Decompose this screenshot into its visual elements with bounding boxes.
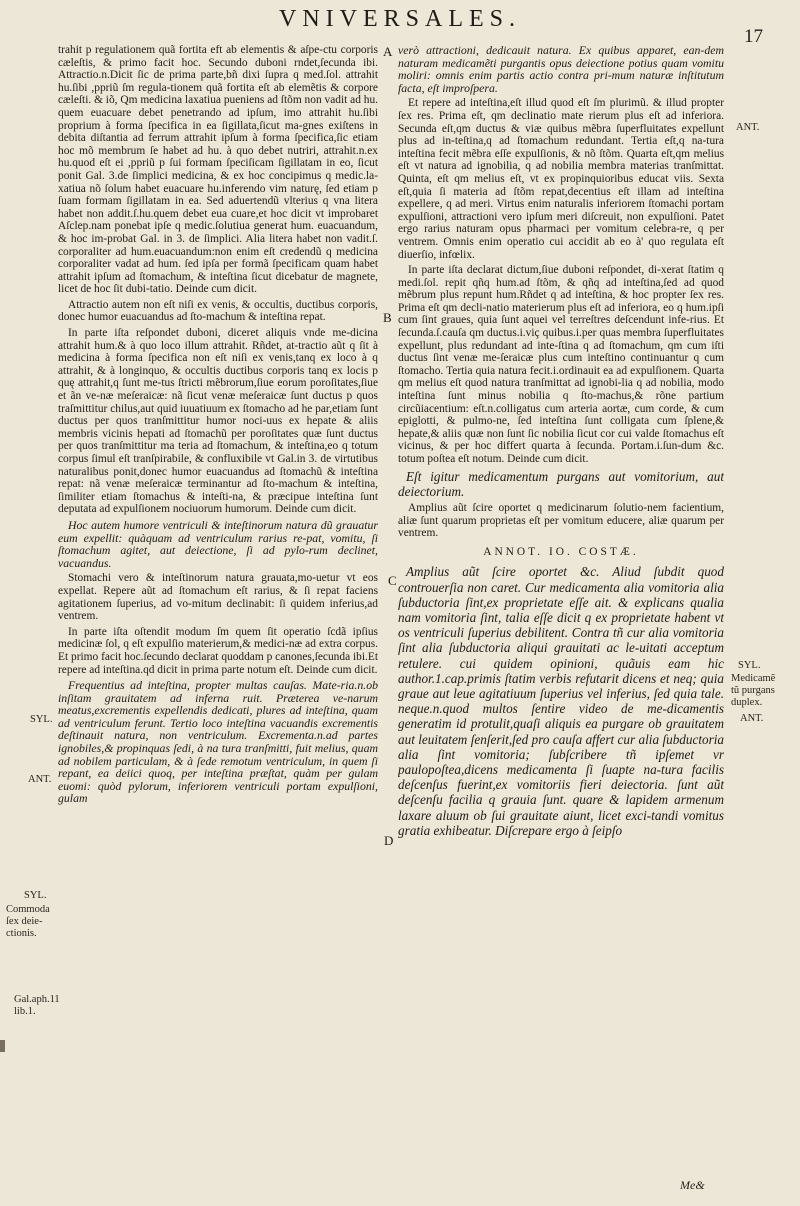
margin-note-ant-2: ANT. [740,713,764,724]
right-paragraph-1: verò attractioni, dedicauit natura. Ex quibus apparet, ean-dem naturam medicamẽti purgantis opus deiectione potius quam vomitu moliri: omnis enim partis actio contra pri-mum naturæ inſtitutum facta, eſt improſpera. [398,44,724,95]
right-paragraph-3: In parte iſta declarat dictum,ſiue duboni reſpondet, di-xerat ſtatim q medi.ſol. repit qñq hum.ad ſtõm, & qñq ad inteſtina,ſed ad quod mẽbrum plus repunt hum.Rñdet q ad inteſtina, & hoc propter ſex res. Prima eſt qm decli-natio materierum plus eſt ad inferiora, eo q hum.ipſi cum ſint graues, quia ſunt aquei vel terreſtres deſcendunt infe-rius. Et ſecunda.ſ.cauſa qm ductus.i.viç quibus.i.per quas membra ſuperfluitates expellunt, plus redundant ad inte-ſtina q ad ſtomachum, qm cum iſti ductus ſint venæ me-ſeraicæ plus cum inteſtino continuantur q cum ſtomacho. Tertia quia natura fecit.i.ordinauit ea ad expulſionem. Quarta qm melius eſt quod natura tranſmittat ad ignobi-lia q ad nobilia, modo inteſtina ſunt minus nobilia q ſto-machus,& rõne partium circũiacentium: eſt.n.colligatus cum arteria aortæ, cum corde, & cum epiglotti, & pulmo-ne, ſed inteſtina ſunt colligata cum ſplene,& hepate,& aliis quæ non ſunt ſic nobilia ſicut cor cui valde ſtomachus eſt vicinus, & per hoc differt quarta à ſecunda. Portam.i.ſun-dum &c. totum poſtea eſt notum. Deinde cum dicit. [398,264,724,465]
right-paragraph-2: Et repere ad inteſtina,eſt illud quod eſt ſm plurimũ. & illud propter ſex res. Prima eſt, qm declinatio mate rierum plus eſt ad inferiora. Secunda eſt,qm ductus & viæ quibus mẽbra ſuperfluitates expellunt plus ad in-teſtina,q ad ſtomachum redundant. Tertia eſt,q na-tura inteſtina fecit mẽbra eſſe expulſionis, & nõ ſtõm. Quarta eſt,qm melius eſt vt natura ad ignobilia, q ad nobilia membra materias tranſmittat. Quinta, eſt qm melius eſt, vt ex propinquioribus educat viis. Sexta eſt,quia ſi materia ad ſtõm repat,decentius eſt illam ad inteſtina expellere, q ad meri. Virtus enim naturalis inferiorem ſtomachi portam expulſioni, attractioni vero ipſum meri diſcreuit, non expulſioni. Patet ergo rarius naturam opus pharmaci per vomitum celebra-re, q per ventrem. Omnis enim operatio cui accidit ab eo à' quo regulata eſt diuerſio, infœlix. [398,97,724,261]
page-edge-mark [0,1040,5,1052]
left-paragraph-2: Attractio autem non eſt niſi ex venis, & occultis, ductibus corporis, donec humor euacuandus ad ſto-machum & inteſtina repat. [58,298,378,324]
right-paragraph-5: Amplius aũt ſcire oportet q medicinarum ſolutio-nem facientium, aliæ ſunt quarum proprietas eſt per vomitum educere, aliæ quarum per ventrem. [398,502,724,540]
margin-note-sex-deie: ſex deie- [6,916,43,927]
left-paragraph-7: Frequentius ad inteſtina, propter multas cauſas. Mate-ria.n.ob inſitam grauitatem ad inferna ruit. Præterea ve-narum meatus,excrementis expellendis dedicati, plures ad inteſtina, quam ad ventriculum ferunt. Tertio loco inteſtina vacuandis excrementis deſtinauit natura, non ventriculum. Excrementa.n.ad partes ignobiles,& propinquas ſedi, à na tura tranſmitti, fuit melius, quam ad nobilem particulam, & à ſede remotum ventriculum, in quem ſi repant, ea deiici quoq, per inteſtina præſtat, quàm per gulam euomi: quòd pylorum, inferiorem ventriculi portam expulſioni, gulam [58,678,378,806]
page-number: 17 [744,26,763,47]
margin-note-ant-left: ANT. [28,774,52,785]
margin-note-syl-left: SYL. [30,714,53,725]
left-paragraph-4: Hoc autem humore ventriculi & inteſtinorum natura dũ grauatur eum expellit: quàquam ad ventriculum rarius re-pat, vomitu, ſi ſtomachum agitet, aut deiectione, ſi ad pylo-rum declinet, vacuandus. [58,517,378,570]
left-paragraph-1: trahit p regulationem quã fortita eft ab elementis & aſpe-ctu corporis cæleſtis, & primo facit hoc. Secundo duboni rndet,ſecunda ibi. Attractio.n.Dicit ſic de prima parte,bñ dixi ſupra q med.ſol. attrahit hu.ſibi ,ppriũ ſm regula-tionem quã fortita eſt ab elemẽtis & corpore cæleſti. & iõ, Qm medicina laxatiua pueniens ad ſtõm non vadit ad hu. quem euacuare debet penetrando ad ipſum, imo attrahit hu.ſibi proprium à forma ſpecifica in ea ſigillata,ſicut ma-gnes exiſtens in debita diſtantia ad ferrum attrahit ipſum à forma ſpecifica,ſic etiam hoc mõ membrum ſe habet ad hu. à quo debet nutriri, attrahit.n.ex hu.quod eſt ei ,ppriũ p ſui formam ſpeciſicam ſigillatam in eo, ſicut ponit Gal. 3.de ſimplici medicina, & ex hoc concipimus q medic.la-xatiua nõ ſolum habet euacuare hu.inferendo vim naturę, ſed etiam p ſuam formam ſigillatam in ea. Sed aduertendũ vlterius q vna litera habet non addit.ſ.hu.quem debet eua cuare,et hoc dicit vt improbaret Aſclep.nam ponebat ipſe q medic.ſolutiua generat hum. euacuandum, & hoc im-probat Gal. in 3. de ſimplici. Alia litera habet non vadit.ſ. corporaliter ad hum.euacuandum:non enim eſt credendũ q medicina corporaliter vadat ad hum. ſed ipſa per formã ſpecificam quam habet attrahit ipſum ad ſtomachum, & inteſtina ſicut dicebatur de magnete, licet de hoc ſit dubi-tatio. Deinde cum dicit. [58,44,378,296]
right-paragraph-7: Amplius aũt ſcire oportet &c. Aliud ſubdit quod controuerſia non caret. Cur medicamenta alia vomitoria alia ſubductoria ſint,ex proprietate eſſe ait. & explicans qualia nam vomitoria ſint, talia eſſe dicit q ex proprietate habent vt os ventriculi ſuperius debilitent. Contra tñ cur alia vomitoria ſint alia ſubductoria aliqui grauitati ac le-uitati acceptum retulere. cui quidem opinioni, quãuis eam hic author.1.cap.primis ſtatim verbis refutarit dicens et neq; quia graue aut leue agitatiuum ſuperius vel inferius, ſed quia tale. neque.n.quod multos ſentire video de me-dicamentis generatim id protulit,quaſi aliquis ea purgare ob grauitatem aut leuitatem ſenſerit,ſed pro cauſa affert cur alia ſubductoria alia ſint vomitoria; ſubſcribere tñ ipſemet vr paulopoſtea,dicens medicamenta ſi ſuapte na-tura facilis deſcenſus fuerint,ex vomitoriis fieri deiectoria. ſunt aũt deſcenſu facilia q grauia ſunt. quare & lapidem armenum laxare aluum ob ſui grauitate aiunt, licet exci-tandi vomitus gratia exhibeatur. Diſcrepare ergo à ſeipſo [398,564,724,838]
margin-note-syl-left-2: SYL. [24,890,47,901]
right-paragraph-4: Eſt igitur medicamentum purgans aut vomitorium, aut deiectorium. [398,468,724,499]
margin-note-syl-right: SYL. [738,660,761,671]
left-paragraph-3: In parte iſta reſpondet duboni, diceret aliquis vnde me-dicina attrahit hum.& à quo loco illum attrahit. Rñdet, at-tractio aũt q ſit à medicina à forma ſpecifica non eſt niſi ex venis,tanq ex loco à q attrahit, & à longinquo, & occultis ductibus corporis tanq ex locis p quę attrahit,q ſunt me-tus ſtricti mẽbrorum,ſiue eorum poroſitates,ſiue et ãn ve-næ meſeraicæ: nã ſicut venæ meſeraicæ ſunt ductus p quos traſmittitur chilus,aut quid iuuatiuum ex ſtomacho ad he par,etiam ſunt ductus per quos tranſmittitur humor noci-uus ex hepate & aliis membris vicinis hepati ad ſtomachũ per poroſitates quæ ſunt ductus per quos tranſmittitur ma teria ad ſtomachum, & inteſtina,eo q totum corpus ſimul eſt tranſpirabile, & confluxibile vt Gal.in 3. de virtutibus naturalibus ponit,donec humor euacuandus ad ſtomachũ & inteſtina repat: nã venæ meſeraicæ terminantur ad ſto-machum & inteſtina, ſimiliter etiam ſtomachus & inteſti-na, & præcipue inteſtina ſunt deputata ad expulſionem nociuorum humorum. Deinde cum dicit. [58,327,378,516]
annotation-heading: ANNOT. IO. COSTÆ. [483,545,639,558]
section-letter-a: A [383,44,393,59]
margin-note-ctionis: ctionis. [6,928,37,939]
margin-note-duplex: duplex. [731,697,763,708]
margin-note-commoda: Commoda [6,904,50,915]
left-paragraph-6: In parte iſta oſtendit modum ſm quem ſit operatio ſcdã ipſius medicinæ ſol, q eſt expulſio materierum,& medici-næ ad extra corpus. Et primo facit hoc.ſecundo declarat quoddam p canones,ſecunda ibi.Et repere ad inteſtina.qd dicit in prima parte notum eſt. Deinde cum dicit. [58,625,378,676]
margin-note-tum-purgans: tũ purgans [731,685,775,696]
margin-note-medicamentum: Medicamẽ [731,673,776,684]
left-paragraph-5: Stomachi vero & inteſtinorum natura grauata,mo-uetur vt eos expellat. Repere aũt ad ſtomachum eſt rarius, & ſi repat faciens agitationem ſuperius, ad vo-mitum declinabit: ſi quidem inferius,ad ventrem. [58,572,378,623]
margin-note-gal-aph: Gal.aph.11 [14,994,60,1005]
margin-note-lib: lib.1. [14,1006,36,1017]
catchword: Me& [680,1178,705,1192]
section-letter-b: B [383,310,392,325]
right-column [398,44,724,1174]
margin-note-ant: ANT. [736,122,760,133]
section-letter-d: D [384,833,394,848]
section-letter-c: C [388,573,397,588]
running-title: VNIVERSALES. [278,6,521,32]
left-column [58,44,378,1174]
